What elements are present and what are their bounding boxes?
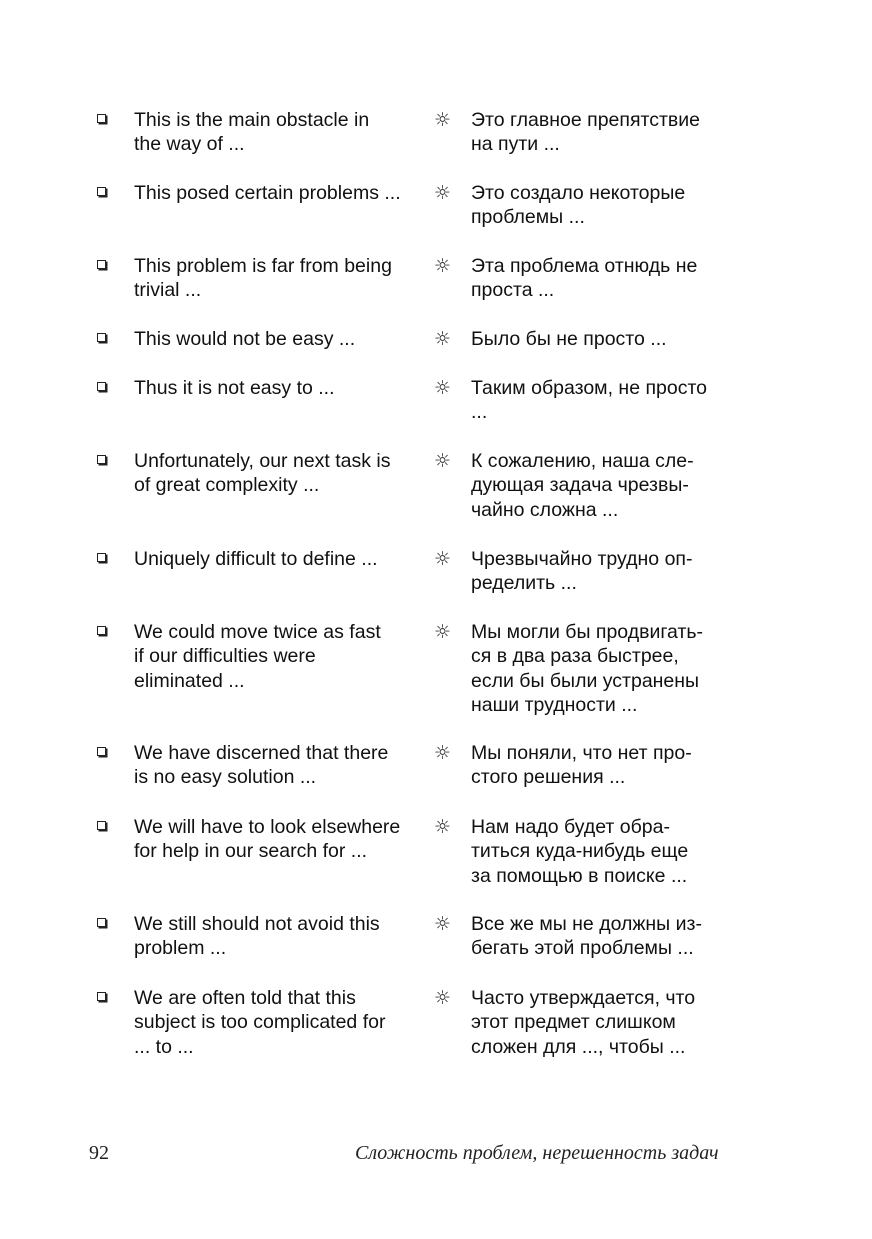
- sun-icon: ☼: [434, 377, 452, 399]
- russian-translation: Мы могли бы продвигать- ся в два раза быстрее, если бы были устранены наши трудности ...: [471, 621, 704, 716]
- checkbox-bullet-icon: [97, 992, 106, 1001]
- english-phrase: We could move twice as fast if our difficulties were eliminated ...: [134, 621, 381, 692]
- english-phrase: This is the main obstacle in the way of ...: [134, 109, 370, 156]
- checkbox-bullet-icon: [97, 114, 106, 123]
- checkbox-bullet-icon: [97, 333, 106, 342]
- russian-translation: Все же мы не должны из- бегать этой проблемы ...: [471, 913, 702, 960]
- russian-translation: Мы поняли, что нет про- стого решения ...: [471, 742, 692, 789]
- running-title: Сложность проблем, нерешенность задач: [355, 1142, 719, 1164]
- russian-translation: Часто утверждается, что этот предмет слишком сложен для ..., чтобы ...: [471, 987, 696, 1058]
- sun-icon: ☼: [434, 816, 452, 838]
- checkbox-bullet-icon: [97, 553, 106, 562]
- sun-icon: ☼: [434, 621, 452, 643]
- russian-translation: Было бы не просто ...: [471, 328, 667, 350]
- sun-icon: ☼: [434, 328, 452, 350]
- english-phrase: We are often told that this subject is too complicated for ... to ...: [134, 987, 386, 1058]
- checkbox-bullet-icon: [97, 747, 106, 756]
- checkbox-bullet-icon: [97, 187, 106, 196]
- sun-icon: ☼: [434, 109, 452, 131]
- english-phrase: This problem is far from being trivial ...: [134, 255, 392, 302]
- checkbox-bullet-icon: [97, 382, 106, 391]
- sun-icon: ☼: [434, 450, 452, 472]
- sun-icon: ☼: [434, 182, 452, 204]
- page-number: 92: [89, 1142, 109, 1164]
- checkbox-bullet-icon: [97, 918, 106, 927]
- sun-icon: ☼: [434, 742, 452, 764]
- english-phrase: We will have to look elsewhere for help in our search for ...: [134, 816, 401, 863]
- checkbox-bullet-icon: [97, 455, 106, 464]
- checkbox-bullet-icon: [97, 626, 106, 635]
- russian-translation: Таким образом, не просто ...: [471, 377, 708, 424]
- sun-icon: ☼: [434, 987, 452, 1009]
- russian-translation: К сожалению, наша сле- дующая задача чрезвы- чайно сложна ...: [471, 450, 694, 521]
- english-phrase: We still should not avoid this problem ...: [134, 913, 380, 960]
- english-phrase: This posed certain problems ...: [134, 182, 401, 204]
- russian-translation: Эта проблема отнюдь не проста ...: [471, 255, 698, 302]
- english-phrase: Thus it is not easy to ...: [134, 377, 335, 399]
- sun-icon: ☼: [434, 548, 452, 570]
- russian-translation: Это создало некоторые проблемы ...: [471, 182, 686, 229]
- sun-icon: ☼: [434, 255, 452, 277]
- english-phrase: Unfortunately, our next task is of great complexity ...: [134, 450, 391, 497]
- english-phrase: This would not be easy ...: [134, 328, 356, 350]
- english-phrase: We have discerned that there is no easy solution ...: [134, 742, 389, 789]
- checkbox-bullet-icon: [97, 260, 106, 269]
- russian-translation: Это главное препятствие на пути ...: [471, 109, 700, 156]
- russian-translation: Чрезвычайно трудно оп- ределить ...: [471, 548, 693, 595]
- english-phrase: Uniquely difficult to define ...: [134, 548, 378, 570]
- checkbox-bullet-icon: [97, 821, 106, 830]
- sun-icon: ☼: [434, 913, 452, 935]
- russian-translation: Нам надо будет обра- титься куда-нибудь еще за помощью в поиске ...: [471, 816, 689, 887]
